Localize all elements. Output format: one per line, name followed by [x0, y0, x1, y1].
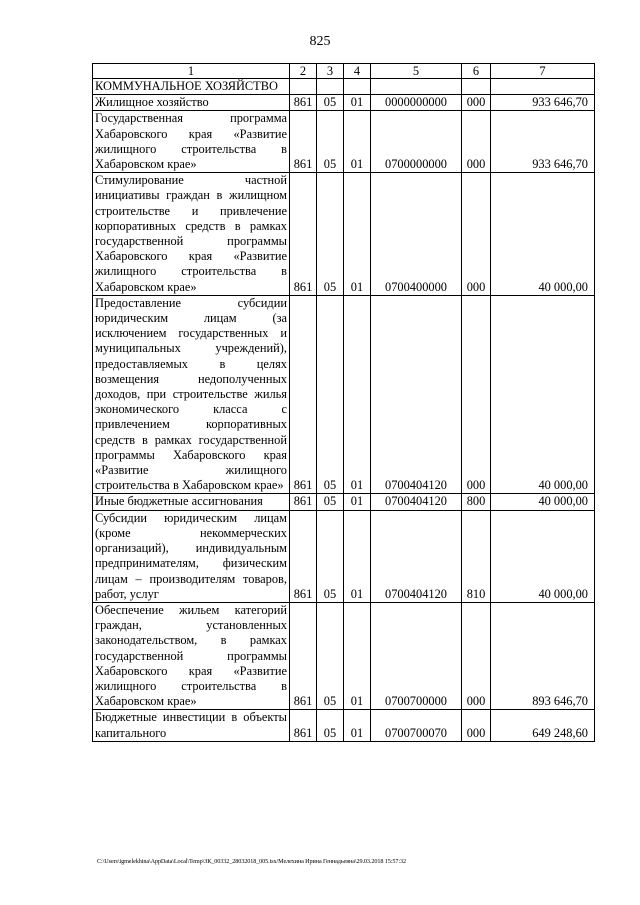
row-col-6: 000 [462, 602, 491, 709]
row-name: Иные бюджетные ассигнования [93, 494, 290, 510]
row-col-6: 000 [462, 95, 491, 111]
row-col-7: 649 248,60 [491, 710, 595, 741]
row-col-7: 933 646,70 [491, 111, 595, 173]
table-row [93, 173, 595, 296]
table-row [93, 710, 595, 741]
row-col-5: 0700404120 [371, 494, 462, 510]
table-row [93, 494, 595, 510]
row-col-2 [290, 79, 317, 95]
row-col-6: 000 [462, 295, 491, 494]
row-col-5: 0700404120 [371, 295, 462, 494]
row-col-6: 000 [462, 710, 491, 741]
row-col-6: 810 [462, 510, 491, 602]
row-name: Бюджетные инвестиции в объекты капитального [93, 710, 290, 741]
header-col-7: 7 [491, 64, 595, 79]
row-name: Государственная программа Хабаровского края «Развитие жилищного строительства в Хабаровском крае» [93, 111, 290, 173]
row-col-3: 05 [317, 710, 344, 741]
row-col-6: 800 [462, 494, 491, 510]
table-row [93, 295, 595, 494]
row-name: Предоставление субсидии юридическим лицам (за исключением государственных и муниципальных учреждений), предоставляемых в целях возмещения недополученных доходов, при строительстве жилья экономического класса с привлечением корпоративных средств в рамках государственной программы Хабаровского края «Развитие жилищного строительства в Хабаровском крае» [93, 295, 290, 494]
table-header-row [93, 64, 595, 79]
table-row [93, 95, 595, 111]
row-col-7: 40 000,00 [491, 295, 595, 494]
row-name: Жилищное хозяйство [93, 95, 290, 111]
row-col-6: 000 [462, 111, 491, 173]
row-col-5: 0000000000 [371, 95, 462, 111]
header-col-5: 5 [371, 64, 462, 79]
row-col-3: 05 [317, 494, 344, 510]
row-col-3: 05 [317, 295, 344, 494]
row-col-7: 40 000,00 [491, 510, 595, 602]
header-col-1: 1 [93, 64, 290, 79]
row-col-3: 05 [317, 95, 344, 111]
row-col-2: 861 [290, 173, 317, 296]
row-col-5 [371, 79, 462, 95]
row-name: Стимулирование частной инициативы граждан в жилищном строительстве и привлечение корпоративных средств в рамках государственной программы Хабаровского края «Развитие жилищного строительства в Хабаровском крае» [93, 173, 290, 296]
row-col-3: 05 [317, 510, 344, 602]
row-col-6: 000 [462, 173, 491, 296]
row-col-4: 01 [344, 494, 371, 510]
row-col-4: 01 [344, 173, 371, 296]
row-col-4: 01 [344, 95, 371, 111]
row-col-5: 0700400000 [371, 173, 462, 296]
table-row [93, 111, 595, 173]
row-col-4 [344, 79, 371, 95]
table-row [93, 79, 595, 95]
row-col-5: 0700700070 [371, 710, 462, 741]
row-col-6 [462, 79, 491, 95]
row-col-5: 0700700000 [371, 602, 462, 709]
row-col-2: 861 [290, 111, 317, 173]
row-name: Субсидии юридическим лицам (кроме некоммерческих организаций), индивидуальным предпринимателям, физическим лицам – производителям товаров, работ, услуг [93, 510, 290, 602]
row-col-4: 01 [344, 111, 371, 173]
row-col-7: 40 000,00 [491, 173, 595, 296]
row-col-2: 861 [290, 710, 317, 741]
row-col-2: 861 [290, 494, 317, 510]
row-col-2: 861 [290, 602, 317, 709]
row-col-7: 933 646,70 [491, 95, 595, 111]
table-row [93, 510, 595, 602]
row-col-3: 05 [317, 111, 344, 173]
row-col-3 [317, 79, 344, 95]
row-col-4: 01 [344, 710, 371, 741]
budget-table [92, 63, 595, 742]
row-col-3: 05 [317, 602, 344, 709]
file-path-footer: C:\Users\igmelekhina\AppData\Local\Temp\ЗК_00332_28032018_005.tsx/Мелехина Ирина Геннадьевна\29.03.2018 15:57:32 [97, 858, 406, 865]
row-col-5: 0700000000 [371, 111, 462, 173]
row-name: КОММУНАЛЬНОЕ ХОЗЯЙСТВО [93, 79, 290, 95]
header-col-2: 2 [290, 64, 317, 79]
row-col-7 [491, 79, 595, 95]
row-col-2: 861 [290, 95, 317, 111]
row-col-7: 40 000,00 [491, 494, 595, 510]
row-col-4: 01 [344, 510, 371, 602]
row-col-2: 861 [290, 295, 317, 494]
header-col-6: 6 [462, 64, 491, 79]
row-col-4: 01 [344, 295, 371, 494]
row-name: Обеспечение жильем категорий граждан, установленных законодательством, в рамках государственной программы Хабаровского края «Развитие жилищного строительства в Хабаровском крае» [93, 602, 290, 709]
row-col-7: 893 646,70 [491, 602, 595, 709]
row-col-5: 0700404120 [371, 510, 462, 602]
row-col-4: 01 [344, 602, 371, 709]
header-col-4: 4 [344, 64, 371, 79]
table-row [93, 602, 595, 709]
header-col-3: 3 [317, 64, 344, 79]
row-col-3: 05 [317, 173, 344, 296]
row-col-2: 861 [290, 510, 317, 602]
page-number: 825 [309, 34, 331, 49]
